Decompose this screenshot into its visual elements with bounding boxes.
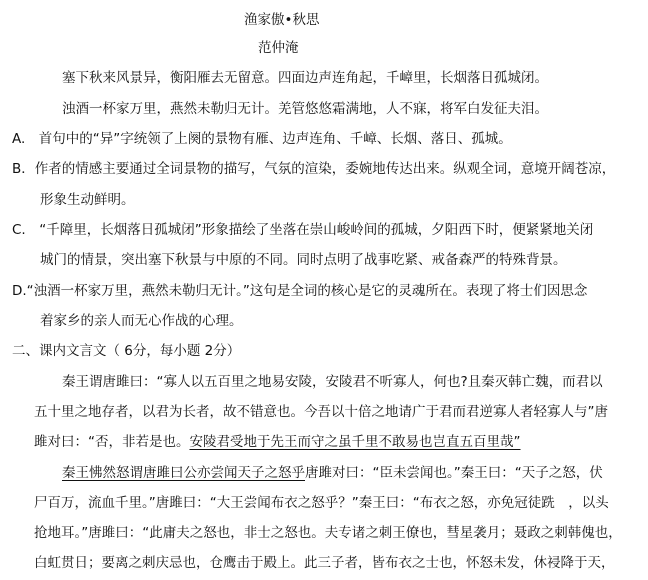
- poem-line-2: 浊酒一杯家万里，燕然未勒归无计。羌管悠悠霜满地，人不寐，将军白发征夫泪。: [62, 101, 548, 117]
- passage-line-5: 尸百万，流血千里。”唐雎曰：“大王尝闻布衣之怒乎？”秦王曰：“布衣之怒，亦免冠徒跣 ，以头: [34, 495, 609, 511]
- poem-author: 范仲淹: [258, 40, 299, 56]
- passage-text: 雎对曰：“否，非若是也。: [34, 434, 190, 450]
- underlined-sentence-1: 安陵君受地于先王而守之虽千里不敢易也岂直五百里哉”: [189, 434, 521, 450]
- passage-line-7: 白虹贯日；要离之刺庆忌也，仓鹰击于殿上。此三子者，皆布衣之士也，怀怒未发，休祲降于天，: [34, 555, 615, 571]
- option-d-cont: 着家乡的亲人而无心作战的心理。: [40, 313, 243, 329]
- poem-title: 渔家傲•秋思: [244, 12, 320, 28]
- passage-line-3: [34, 434, 521, 450]
- passage-line-6: 抢地耳。”唐雎曰：“此庸夫之怒也，非士之怒也。夫专诸之刺王僚也，彗星袭月；聂政之刺韩傀也，: [34, 525, 622, 541]
- poem-line-1: 塞下秋来风景异，衡阳雁去无留意。四面边声连角起，千嶂里，长烟落日孤城闭。: [62, 70, 548, 86]
- passage-line-1: 秦王谓唐雎曰：“寡人以五百里之地易安陵，安陵君不听寡人，何也?且秦灭韩亡魏，而君以: [62, 374, 603, 390]
- passage-line-2: 五十里之地存者，以君为长者，故不错意也。今吾以十倍之地请广于君而君逆寡人者轻寡人与”唐: [34, 404, 608, 420]
- option-b-cont: 形象生动鲜明。: [40, 192, 135, 208]
- option-c-cont: 城门的情景，突出塞下秋景与中原的不同。同时点明了战事吃紧、戒备森严的特殊背景。: [40, 252, 567, 268]
- option-d: D.“浊酒一杯家万里，燕然未勒归无计。”这句是全词的核心是它的灵魂所在。表现了将士们因思念: [12, 283, 588, 299]
- option-c: C. “千障里，长烟落日孤城闭”形象描绘了坐落在崇山峻岭间的孤城，夕阳西下时，便紧紧地关闭: [12, 222, 594, 238]
- passage-line-4: [62, 465, 603, 481]
- option-b: B．作者的情感主要通过全词景物的描写，气氛的渲染，委婉地传达出来。纵观全词，意境开阔苍凉，: [12, 161, 616, 177]
- section-heading: 二、课内文言文（ 6分，每小题 2分）: [12, 343, 241, 359]
- underlined-sentence-2: 秦王怫然怒谓唐雎曰公亦尝闻天子之怒乎: [62, 465, 305, 481]
- passage-text: 唐雎对曰：“臣未尝闻也。”秦王曰：“天子之怒，伏: [305, 465, 603, 481]
- option-a: A. 首句中的“异”字统领了上阕的景物有雁、边声连角、千嶂、长烟、落日、孤城。: [12, 131, 512, 147]
